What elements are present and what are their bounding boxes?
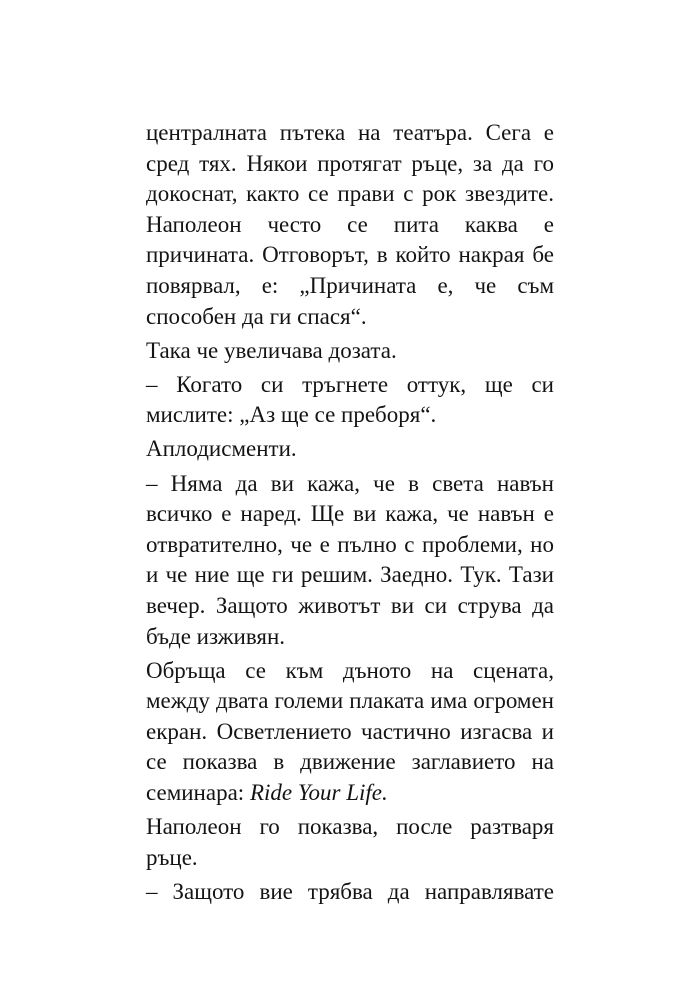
text-line: Наполеон го показва, после разтваря [146, 814, 554, 840]
paragraph [146, 812, 554, 873]
text-line: вечер. Защото животът ви си струва да [146, 592, 554, 618]
text-line: Наполеон често се пита каква е [146, 211, 554, 237]
text-line: Така че увеличава дозата. [146, 337, 397, 363]
text-line: причината. Отговорът, в който накрая бе [146, 242, 554, 268]
text-line: Аплодисменти. [146, 436, 297, 462]
text-line: – Когато си тръгнете оттук, ще си [146, 371, 554, 397]
text-line: между двата големи плаката има огромен [146, 688, 554, 714]
page-text [146, 118, 554, 911]
paragraph [146, 118, 554, 332]
text-line: ръце. [146, 844, 198, 870]
text-line: и че ние ще ги решим. Заедно. Тук. Тази [146, 562, 554, 588]
seminar-title: Ride Your Life. [249, 779, 388, 805]
dialogue-paragraph [146, 877, 554, 908]
text-line: бъде изживян. [146, 623, 286, 649]
text-line: докоснат, както се прави с рок звездите. [146, 181, 554, 207]
text-line: – Защото вие трябва да направлявате [146, 878, 554, 904]
text-line: повярвал, е: „Причината е, че съм [146, 272, 554, 298]
text-line: отвратително, че е пълно с проблеми, но [146, 531, 554, 557]
text-line: способен да ги спася“. [146, 303, 367, 329]
dialogue-paragraph [146, 370, 554, 431]
paragraph [146, 336, 554, 367]
text-line [146, 778, 554, 809]
text-fragment: семинара: [146, 779, 250, 805]
text-line: всичко е наред. Ще ви кажа, че навън е [146, 501, 554, 527]
dialogue-paragraph [146, 469, 554, 653]
paragraph [146, 434, 554, 465]
text-line: се показва в движение заглавието на [146, 749, 554, 775]
text-line: централната пътека на театъра. Сега е [146, 120, 554, 145]
paragraph [146, 656, 554, 809]
text-line: – Няма да ви кажа, че в света навън [146, 470, 554, 496]
text-line: Обръща се към дъното на сцената, [146, 657, 554, 683]
text-line: сред тях. Някои протягат ръце, за да го [146, 150, 554, 176]
text-line: екран. Осветлението частично изгасва и [146, 718, 554, 744]
text-line: мислите: „Аз ще се преборя“. [146, 402, 437, 428]
